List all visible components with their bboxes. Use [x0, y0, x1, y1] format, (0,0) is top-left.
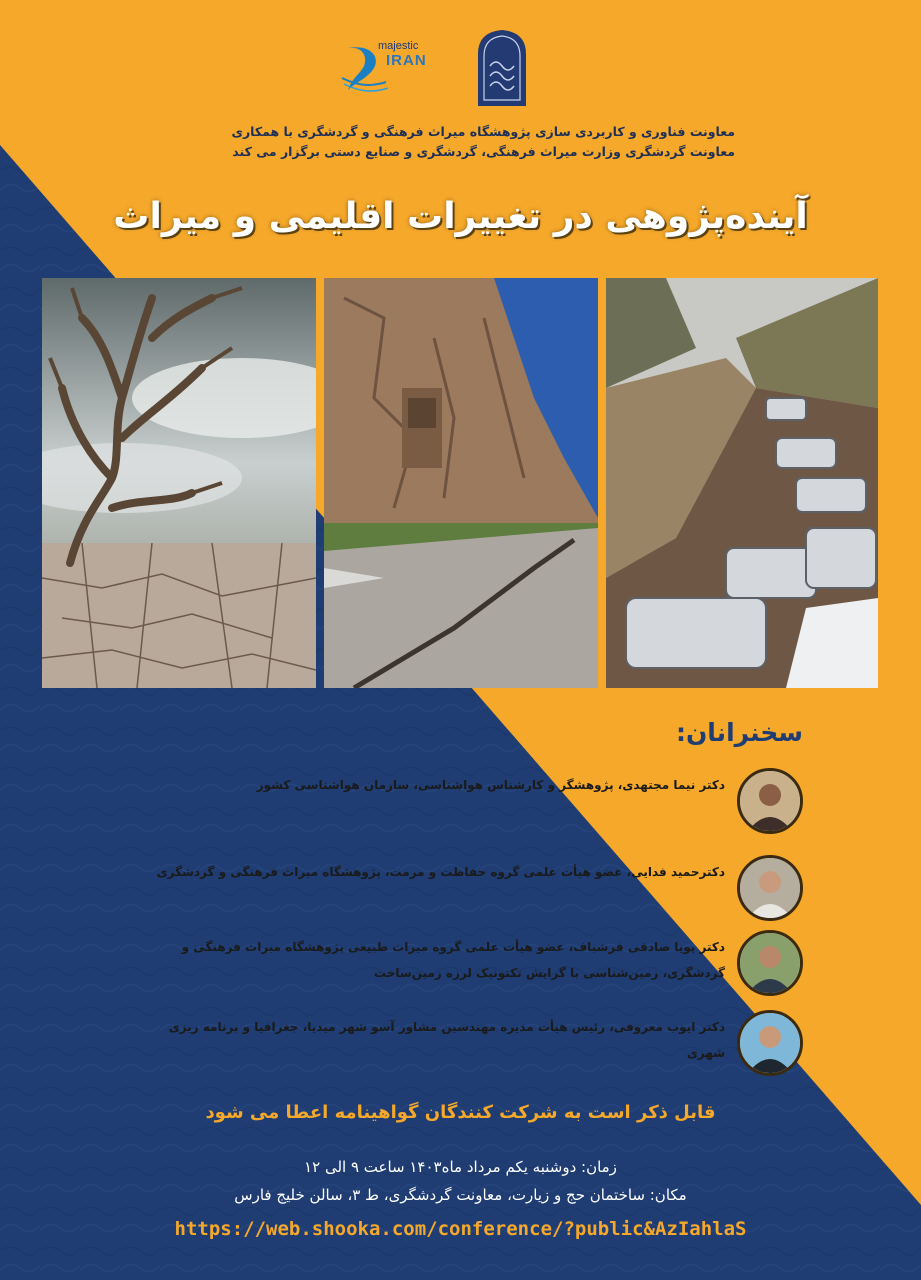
event-details	[0, 1153, 921, 1209]
speaker-3	[163, 930, 803, 1010]
organizer-text	[175, 122, 735, 162]
speaker-2-text: دکترحمید فدایی، عضو هیأت علمی گروه حفاظت و مرمت، پژوهشگاه میراث فرهنگی و گردشگری	[156, 865, 725, 879]
photo-flood-cars	[606, 278, 878, 688]
organizer-line-1: معاونت فناوری و کاربردی سازی پژوهشگاه میراث فرهنگی و گردشگری با همکاری	[231, 124, 735, 139]
speakers-heading: سخنرانان:	[675, 718, 803, 747]
speaker-4-text: دکتر ایوب معروفی، رئیس هیأت مدیره مهندسین مشاور آسو شهر میدیا، جغرافیا و برنامه ریزی شهری	[168, 1020, 725, 1060]
organizer-line-2: معاونت گردشگری وزارت میراث فرهنگی، گردشگری و صنایع دستی برگزار می کند	[232, 144, 735, 159]
speaker-1-text: دکتر نیما مجتهدی، پژوهشگر و کارشناس هواشناسی، سازمان هواشناسی کشور	[256, 778, 725, 792]
event-place: مکان: ساختمان حج و زیارت، معاونت گردشگری، ط ۳، سالن خلیج فارس	[234, 1186, 687, 1204]
avatar	[737, 768, 803, 834]
avatar	[737, 930, 803, 996]
photo-cliff-crack	[324, 278, 598, 688]
certificate-notice: قابل ذکر است به شرکت کنندگان گواهینامه اعطا می شود	[205, 1102, 716, 1123]
conference-link[interactable]: https://web.shooka.com/conference/?public&AzIahlaS	[174, 1218, 747, 1240]
speaker-2	[156, 855, 803, 935]
speaker-4	[163, 1010, 803, 1090]
iran-text: IRAN	[386, 52, 427, 69]
event-title: آینده‌پژوهی در تغییرات اقلیمی و میراث	[113, 196, 808, 237]
majestic-iran-logo	[338, 38, 448, 100]
avatar	[737, 855, 803, 921]
institute-seal-icon	[474, 28, 530, 108]
majestic-text: majestic	[378, 40, 419, 52]
avatar	[737, 1010, 803, 1076]
speaker-1	[163, 768, 803, 848]
speaker-3-text: دکتر پویا صادقی فرشباف، عضو هیأت علمی گروه میراث طبیعی پژوهشگاه میراث فرهنگی و گردشگری، زمین‌شناسی با گرایش تکتونیک لرزه زمین‌ساخت	[181, 940, 725, 980]
photo-drought-tree	[42, 278, 316, 688]
event-time: زمان: دوشنبه یکم مرداد ماه۱۴۰۳ ساعت ۹ الی ۱۲	[304, 1158, 617, 1176]
